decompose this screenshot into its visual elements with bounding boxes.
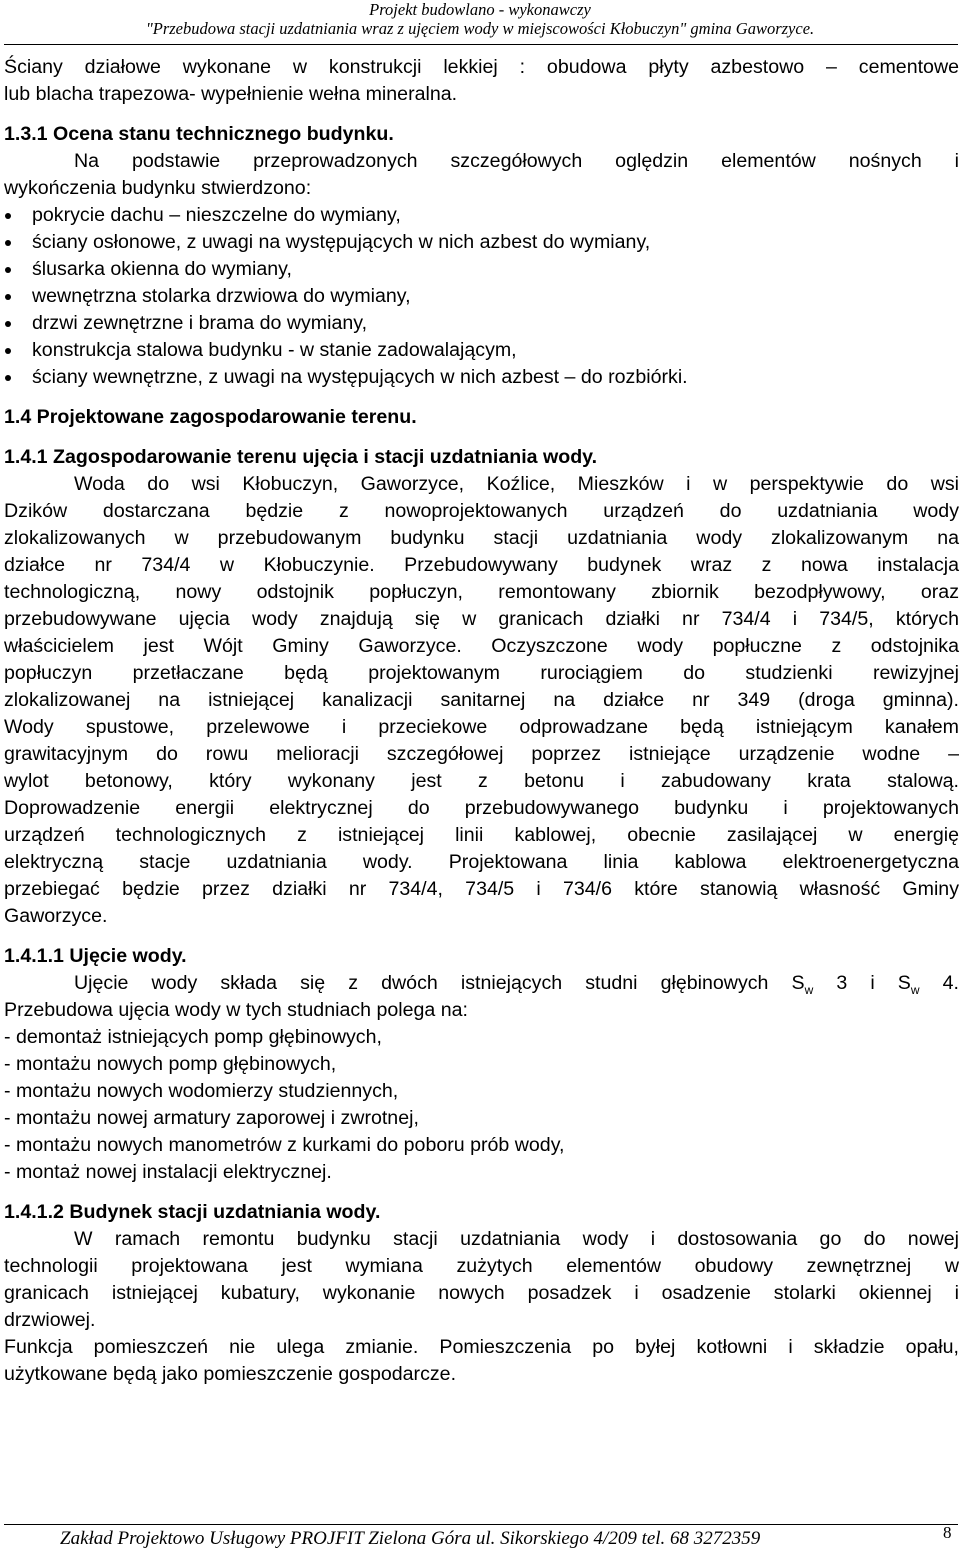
intro-line-1: Ściany działowe wykonane w konstrukcji lekkiej : obudowa płyty azbestowo – cementowe: [4, 56, 959, 78]
bullet-icon: [5, 348, 11, 354]
s141-line: działce nr 734/4 w Kłobuczynie. Przebudowywany budynek wraz z nowa instalacja: [4, 554, 959, 576]
s1411-line-2: Przebudowa ujęcia wody w tych studniach polega na:: [4, 999, 469, 1021]
section-1-4-1-2-heading: 1.4.1.2 Budynek stacji uzdatniania wody.: [4, 1201, 381, 1223]
page-number: 8: [943, 1523, 952, 1542]
s141-line: właścicielem jest Wójt Gminy Gaworzyce. Oczyszczone wody popłuczne z odstojnika: [4, 635, 959, 657]
condition-list: [4, 202, 959, 391]
s131-para-line-2: wykończenia budynku stwierdzono:: [4, 177, 312, 199]
s141-line: Doprowadzenie energii elektrycznej do przebudowywanego budynku i projektowanych: [4, 797, 959, 819]
section-1-3-1-heading: 1.3.1 Ocena stanu technicznego budynku.: [4, 123, 394, 145]
list-item: drzwi zewnętrzne i brama do wymiany,: [4, 310, 959, 337]
s1412-line: technologii projektowana jest wymiana zużytych elementów obudowy zewnętrznej w: [4, 1255, 959, 1277]
list-item: konstrukcja stalowa budynku - w stanie zadowalającym,: [4, 337, 959, 364]
list-item: - demontaż istniejących pomp głębinowych,: [4, 1026, 382, 1048]
s141-line: grawitacyjnym do rowu melioracji szczegółowej poprzez istniejące urządzenie wodne –: [4, 743, 959, 765]
s1412-line: W ramach remontu budynku stacji uzdatniania wody i dostosowania go do nowej: [74, 1228, 959, 1250]
intro-line-2: lub blacha trapezowa- wypełnienie wełna mineralna.: [4, 83, 458, 105]
s1412-line: drzwiowej.: [4, 1309, 96, 1331]
page-header: [0, 0, 960, 38]
header-divider: [4, 44, 958, 45]
bullet-icon: [5, 213, 11, 219]
s141-line: popłuczyn przetłaczane będą projektowanym rurociągiem do studzienki rewizyjnej: [4, 662, 959, 684]
list-item: wewnętrzna stolarka drzwiowa do wymiany,: [4, 283, 959, 310]
page-footer: Zakład Projektowo Usługowy PROJFIT Zielona Góra ul. Sikorskiego 4/209 tel. 68 3272359: [60, 1528, 761, 1549]
list-item: - montażu nowych pomp głębinowych,: [4, 1053, 337, 1075]
list-item: - montaż nowej instalacji elektrycznej.: [4, 1161, 332, 1183]
s141-line: Woda do wsi Kłobuczyn, Gaworzyce, Koźlice, Mieszków i w perspektywie do wsi: [74, 473, 959, 495]
s141-line: wylot betonowy, który wykonany jest z betonu i zabudowany krata stalową.: [4, 770, 959, 792]
list-item: pokrycie dachu – nieszczelne do wymiany,: [4, 202, 959, 229]
bullet-icon: [5, 240, 11, 246]
list-item: ślusarka okienna do wymiany,: [4, 256, 959, 283]
bullet-icon: [5, 294, 11, 300]
bullet-icon: [5, 267, 11, 273]
s1412-para2-line-1: Funkcja pomieszczeń nie ulega zmianie. Pomieszczenia po byłej kotłowni i składzie opału,: [4, 1336, 959, 1358]
section-1-4-heading: 1.4 Projektowane zagospodarowanie terenu.: [4, 406, 417, 428]
bullet-icon: [5, 375, 11, 381]
list-item: - montażu nowej armatury zaporowej i zwrotnej,: [4, 1107, 419, 1129]
list-item: - montażu nowych wodomierzy studziennych,: [4, 1080, 399, 1102]
s141-line: Gaworzyce.: [4, 905, 108, 927]
s141-line: urządzeń technologicznych z istniejącej linii kablowej, obecnie zasilającej w energię: [4, 824, 959, 846]
s1411-line-1: Ujęcie wody składa się z dwóch istniejących studni głębinowych $S_w$ 3 i $S_w$ 4.: [74, 972, 959, 997]
header-project-title: "Przebudowa stacji uzdatniania wraz z ujęciem wody w miejscowości Kłobuczyn" gmina Gaworzyce.: [145, 19, 815, 38]
section-1-4-1-heading: 1.4.1 Zagospodarowanie terenu ujęcia i stacji uzdatniania wody.: [4, 446, 598, 468]
s141-line: przebiegać będzie przez działki nr 734/4, 734/5 i 734/6 które stanowią własność Gminy: [4, 878, 959, 900]
s141-line: Wody spustowe, przelewowe i przeciekowe odprowadzane będą istniejącym kanałem: [4, 716, 959, 738]
s141-line: zlokalizowanej na istniejącej kanalizacji sanitarnej na działce nr 349 (droga gminna).: [4, 689, 959, 711]
s141-line: Dzików dostarczana będzie z nowoprojektowanych urządzeń do uzdatniania wody: [4, 500, 959, 522]
s1412-para2-line-2: użytkowane będą jako pomieszczenie gospodarcze.: [4, 1363, 457, 1385]
bullet-icon: [5, 321, 11, 327]
list-item: - montażu nowych manometrów z kurkami do poboru prób wody,: [4, 1134, 565, 1156]
document-body: [4, 54, 959, 1388]
s1412-line: granicach istniejącej kubatury, wykonanie nowych posadzek i osadzenie stolarki okiennej i: [4, 1282, 959, 1304]
list-item: ściany osłonowe, z uwagi na występujących w nich azbest do wymiany,: [4, 229, 959, 256]
s141-line: technologiczną, nowy odstojnik popłuczyn, remontowany zbiornik bezodpływowy, oraz: [4, 581, 959, 603]
list-item: ściany wewnętrzne, z uwagi na występujących w nich azbest – do rozbiórki.: [4, 364, 959, 391]
s131-para-line-1: Na podstawie przeprowadzonych szczegółowych oględzin elementów nośnych i: [74, 150, 959, 172]
s141-line: elektryczną stacje uzdatniania wody. Projektowana linia kablowa elektroenergetyczna: [4, 851, 959, 873]
s141-line: przebudowywane ujęcia wody znajdują się w granicach działki nr 734/4 i 734/5, których: [4, 608, 959, 630]
footer-divider: [4, 1524, 958, 1525]
header-project-type: Projekt budowlano - wykonawczy: [369, 0, 591, 19]
s141-line: zlokalizowanych w przebudowanym budynku stacji uzdatniania wody zlokalizowanym na: [4, 527, 959, 549]
section-1-4-1-1-heading: 1.4.1.1 Ujęcie wody.: [4, 945, 187, 967]
